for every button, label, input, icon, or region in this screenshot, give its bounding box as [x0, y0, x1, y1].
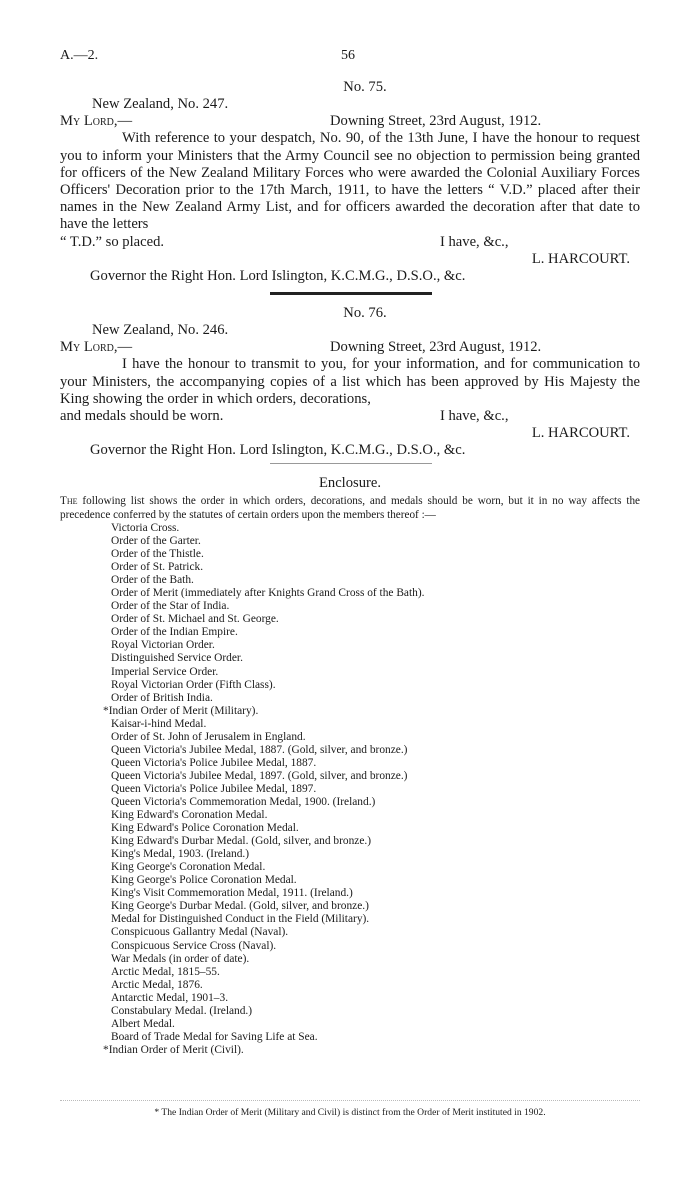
addressee: Governor the Right Hon. Lord Islington, K.C.M.G., D.S.O., &c. [90, 442, 466, 459]
list-item: Conspicuous Service Cross (Naval). [111, 939, 277, 952]
salutation: My Lord,— [60, 339, 133, 356]
list-item: Queen Victoria's Jubilee Medal, 1887. (Gold, silver, and bronze.) [111, 743, 408, 756]
page-number: 56 [341, 48, 355, 63]
list-item: *Indian Order of Merit (Civil). [103, 1043, 244, 1056]
document-code: A.—2. [60, 48, 99, 63]
closing-row [60, 234, 640, 251]
salutation: My Lord,— [60, 113, 133, 130]
list-item: Distinguished Service Order. [111, 652, 243, 665]
list-item: King Edward's Coronation Medal. [111, 809, 268, 822]
list-item: King George's Durbar Medal. (Gold, silver, and bronze.) [111, 900, 369, 913]
signature: L. HARCOURT. [531, 425, 630, 442]
letter-reference: New Zealand, No. 247. [92, 96, 229, 113]
list-item: Order of St. Patrick. [111, 561, 204, 574]
list-item: King George's Police Coronation Medal. [111, 874, 297, 887]
list-item: Queen Victoria's Commemoration Medal, 1900. (Ireland.) [111, 795, 376, 808]
list-item: Antarctic Medal, 1901–3. [111, 991, 229, 1004]
closing: I have, &c., [440, 408, 509, 425]
list-item: Order of the Star of India. [111, 600, 230, 613]
order-of-wear-list [103, 522, 623, 1057]
list-item: Order of the Bath. [111, 574, 194, 587]
list-item: Royal Victorian Order (Fifth Class). [111, 678, 276, 691]
list-item: King George's Coronation Medal. [111, 861, 266, 874]
letter-number: No. 76. [343, 305, 387, 321]
list-item: Kaisar-i-hind Medal. [111, 717, 207, 730]
addressee: Governor the Right Hon. Lord Islington, K.C.M.G., D.S.O., &c. [90, 267, 466, 284]
list-item: Albert Medal. [111, 1017, 175, 1030]
list-item: King's Medal, 1903. (Ireland.) [111, 848, 250, 861]
list-item: Order of Merit (immediately after Knights Grand Cross of the Bath). [111, 587, 425, 600]
list-item: Order of the Thistle. [111, 548, 204, 561]
list-item: Imperial Service Order. [111, 665, 219, 678]
footnote-rule [60, 1100, 640, 1101]
letter-body-end: “ T.D.” so placed. [60, 233, 165, 250]
list-item: King's Visit Commemoration Medal, 1911. (Ireland.) [111, 887, 353, 900]
section-divider [270, 292, 432, 295]
letter-body: I have the honour to transmit to you, for your information, and for communication to your Ministers, the accompanying copies of a list which has been approved by His Majesty the King showing the order in which orders, decorations, [60, 356, 640, 407]
list-item: *Indian Order of Merit (Military). [103, 704, 259, 717]
intro-text: following list shows the order in which orders, decorations, and medals should be worn, but it in no way affects the precedence conferred by the statutes of certain orders upon the members thereof :— [60, 495, 641, 521]
list-item: Arctic Medal, 1815–55. [111, 965, 220, 978]
list-item: King Edward's Police Coronation Medal. [111, 822, 299, 835]
list-item: Conspicuous Gallantry Medal (Naval). [111, 926, 289, 939]
letter-no-75 [60, 79, 640, 285]
list-item: Order of the Garter. [111, 535, 201, 548]
letter-number: No. 75. [343, 79, 387, 95]
list-item: Constabulary Medal. (Ireland.) [111, 1004, 253, 1017]
letter-reference: New Zealand, No. 246. [92, 322, 229, 339]
list-item: Arctic Medal, 1876. [111, 978, 203, 991]
list-item: Victoria Cross. [111, 522, 180, 534]
enclosure-intro [60, 495, 640, 522]
enclosure-divider [270, 463, 432, 464]
intro-lead: The [60, 495, 78, 507]
closing: I have, &c., [440, 233, 509, 250]
list-item: Queen Victoria's Jubilee Medal, 1897. (Gold, silver, and bronze.) [111, 769, 408, 782]
letter-body: With reference to your despatch, No. 90, of the 13th June, I have the honour to request you to inform your Ministers that the Army Council see no objection to permission being granted for officers of the New Zealand Military Forces who were awarded the Colonial Auxiliary Forces Officers' Decoration prior to the 17th March, 1911, to have the letters “ V.D.” placed after their names in the New Zealand Army List, and for officers awarded the decoration after that date to have the letters [60, 130, 640, 233]
footnote: * The Indian Order of Merit (Military and Civil) is distinct from the Order of Merit instituted in 1902. [154, 1107, 546, 1118]
salutation-row [60, 113, 640, 130]
dateline: Downing Street, 23rd August, 1912. [330, 339, 542, 356]
dateline: Downing Street, 23rd August, 1912. [330, 113, 542, 130]
list-item: Queen Victoria's Police Jubilee Medal, 1897. [111, 782, 317, 795]
list-item: Order of the Indian Empire. [111, 626, 238, 639]
letter-body-end: and medals should be worn. [60, 408, 224, 425]
enclosure-title: Enclosure. [318, 475, 381, 491]
signature: L. HARCOURT. [531, 250, 630, 267]
closing-row [60, 408, 640, 425]
list-item: Order of St. John of Jerusalem in England. [111, 730, 306, 743]
list-item: Order of British India. [111, 691, 213, 704]
letter-no-76 [60, 305, 640, 459]
list-item: Medal for Distinguished Conduct in the Field (Military). [111, 913, 370, 926]
list-item: King Edward's Durbar Medal. (Gold, silver, and bronze.) [111, 835, 372, 848]
list-item: Royal Victorian Order. [111, 639, 215, 652]
list-item: Order of St. Michael and St. George. [111, 613, 279, 626]
list-item: War Medals (in order of date). [111, 952, 250, 965]
list-item: Queen Victoria's Police Jubilee Medal, 1887. [111, 756, 317, 769]
list-item: Board of Trade Medal for Saving Life at Sea. [111, 1030, 318, 1043]
salutation-row [60, 339, 640, 356]
